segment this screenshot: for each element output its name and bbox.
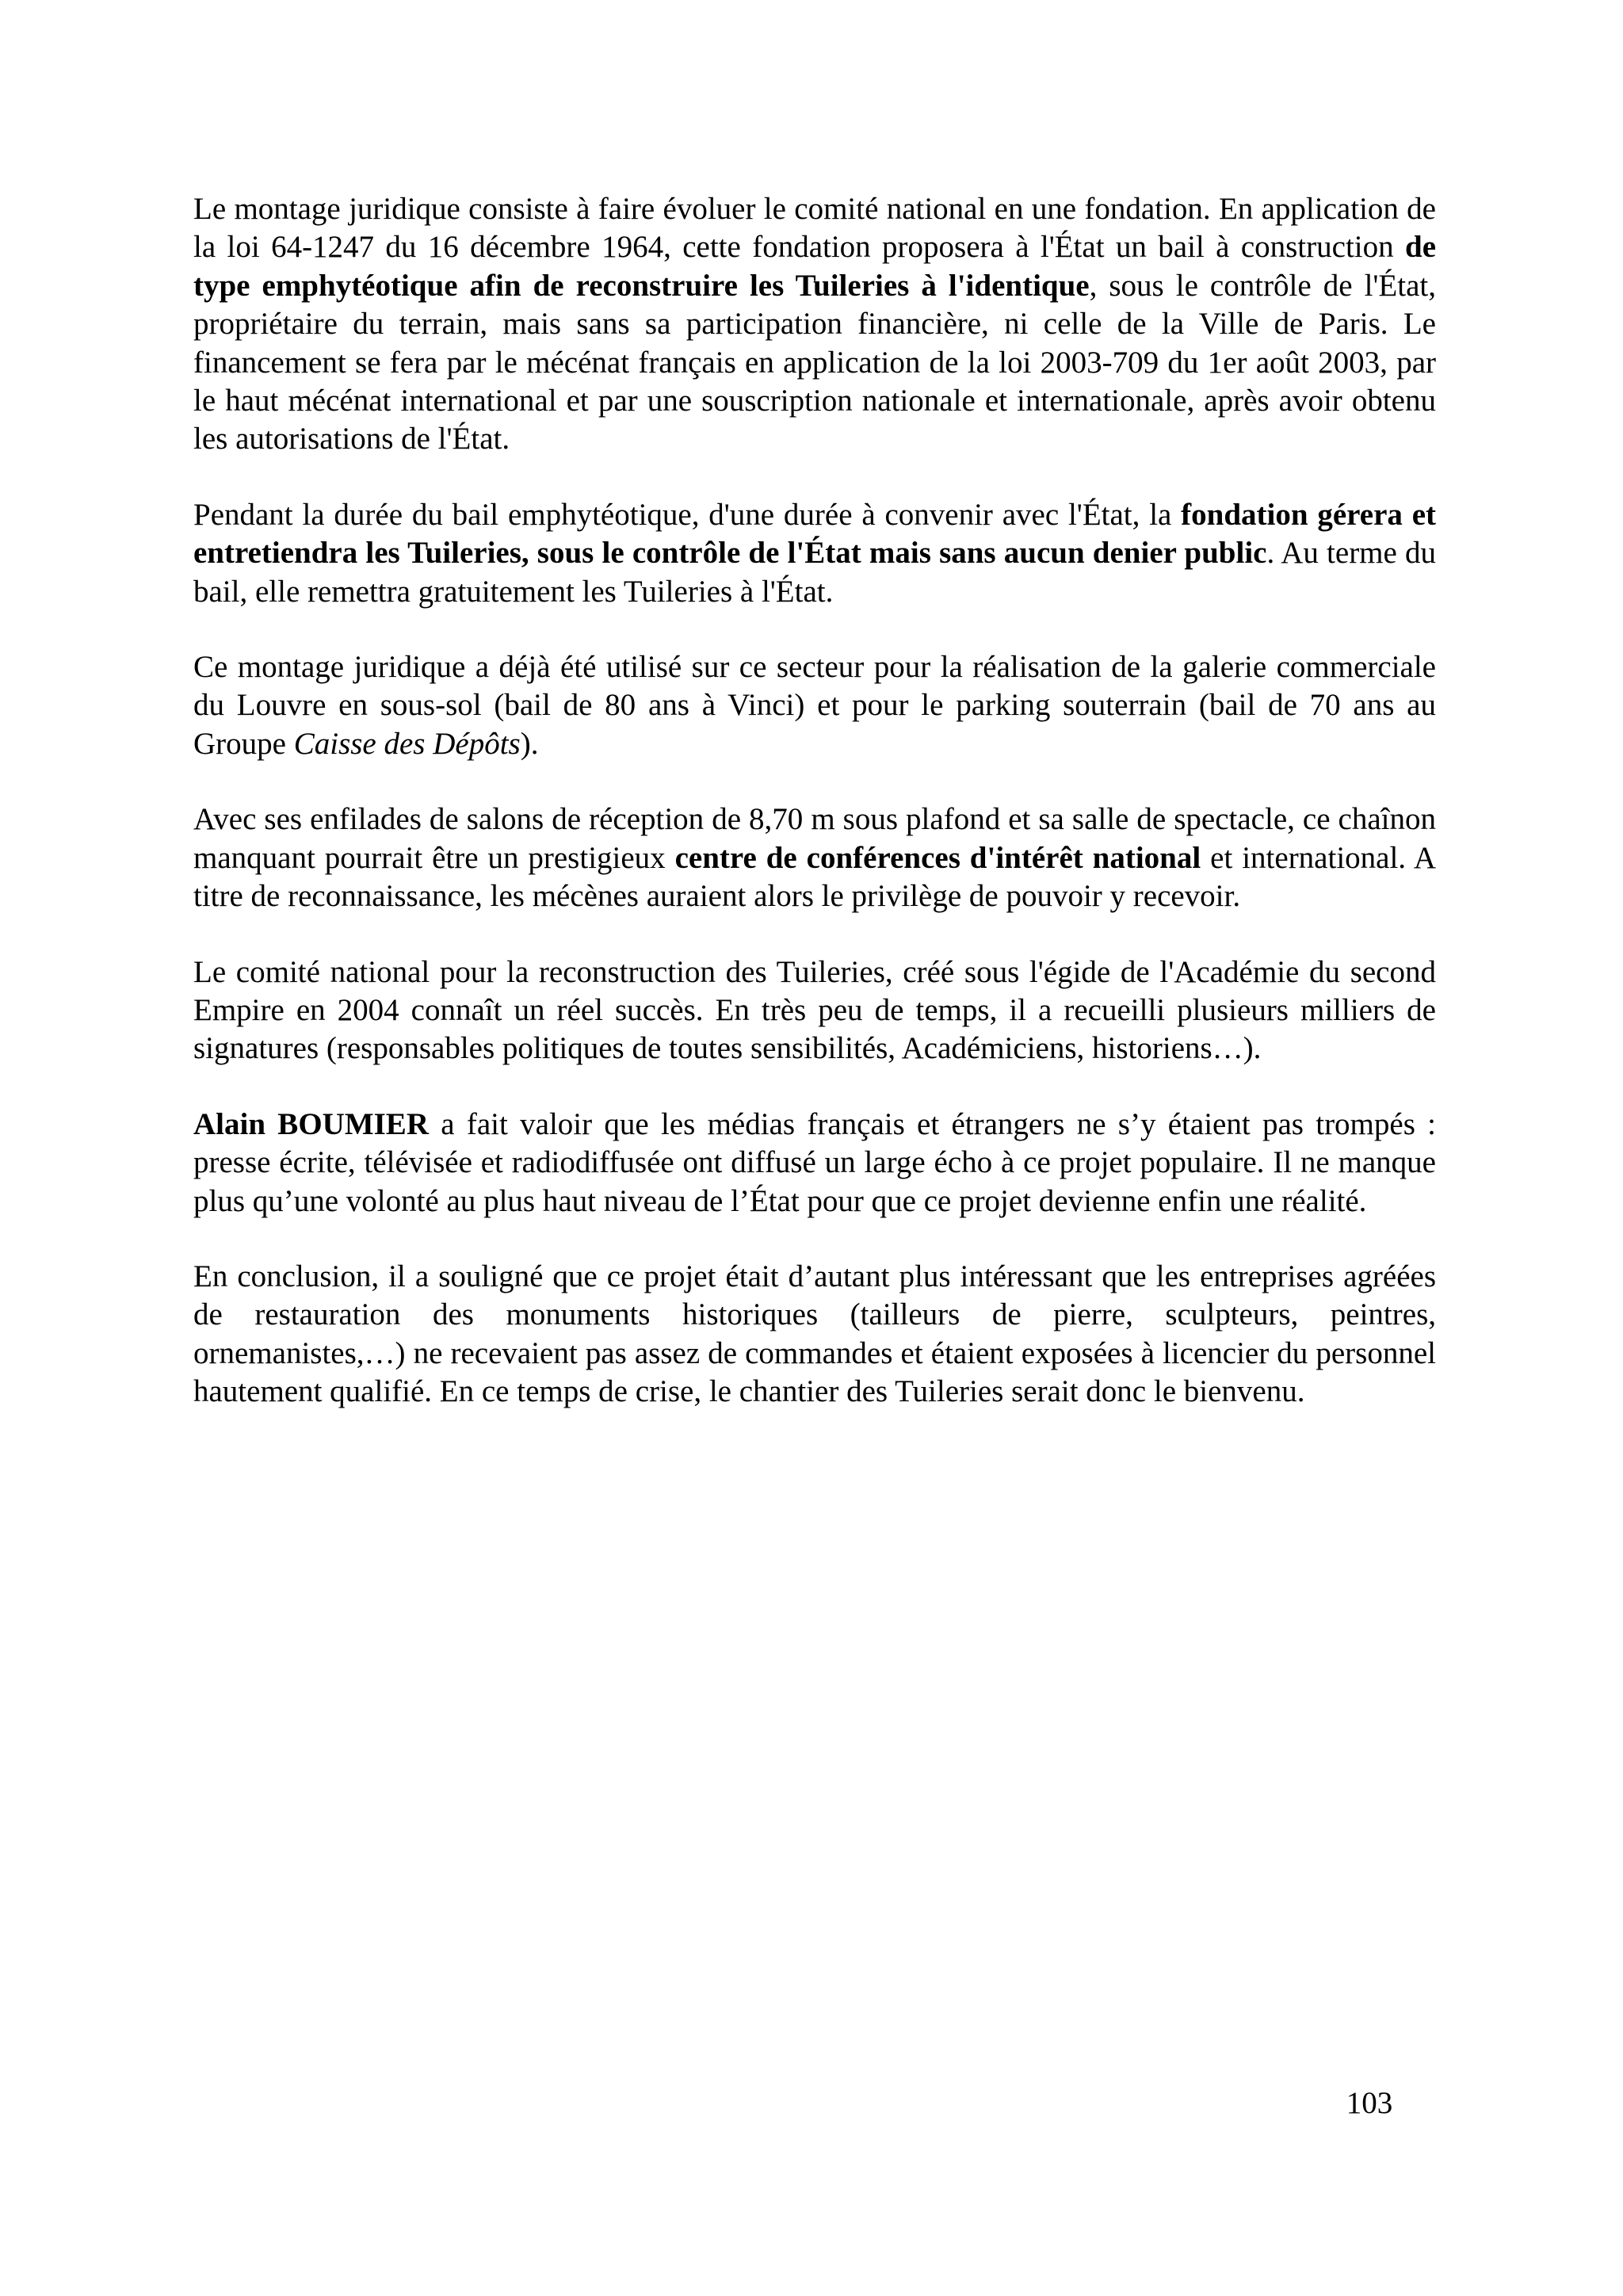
text-run: Ce montage juridique a déjà été utilisé sur ce secteur pour la réalisation de la galerie commerciale du Louvre en sous-sol (bail de 80 ans à Vinci) et pour le parking souterrain (bail de 70 ans au Groupe [193,650,1436,761]
text-run: . Au terme du bail, elle remettra gratuitement les Tuileries à l'État. [193,536,1436,609]
text-run: ). [520,726,539,761]
paragraph-precedent [193,648,1436,763]
paragraph-legal-structure [193,190,1436,459]
bold-text-run: fondation gérera et entretiendra les Tuileries, sous le contrôle de l'État mais sans aucun denier public [193,497,1436,571]
italic-text-run: Caisse des Dépôts [293,726,521,761]
bold-text-run: centre de conférences d'intérêt national [674,840,1201,875]
text-run: En conclusion, il a souligné que ce projet était d’autant plus intéressant que les entreprises agréées de restauration des monuments historiques (tailleurs de pierre, sculpteurs, peintres, ornemanistes,…) ne recevaient pas assez de commandes et étaient exposées à licencier du personnel hautement qualifié. En ce temps de crise, le chantier des Tuileries serait donc le bienvenu. [193,1259,1436,1409]
text-run: a fait valoir que les médias français et étrangers ne s’y étaient pas trompés : presse écrite, télévisée et radiodiffusée ont diffusé un large écho à ce projet populaire. Il ne manque plus qu’une volonté au plus haut niveau de l’État pour que ce projet devienne enfin une réalité. [193,1106,1436,1218]
body-text [193,190,1436,1449]
bold-text-run: Alain BOUMIER [193,1106,429,1141]
paragraph-conclusion [193,1258,1436,1412]
paragraph-national-committee [193,953,1436,1068]
paragraph-lease-duration [193,496,1436,611]
text-run: et international. A titre de reconnaissance, les mécènes auraient alors le privilège de pouvoir y recevoir. [193,840,1436,914]
paragraph-media-coverage [193,1106,1436,1221]
bold-text-run: de type emphytéotique afin de reconstruire les Tuileries à l'identique [193,230,1436,303]
text-run: Le comité national pour la reconstruction des Tuileries, créé sous l'égide de l'Académie du second Empire en 2004 connaît un réel succès. En très peu de temps, il a recueilli plusieurs milliers de signatures (responsables politiques de toutes sensibilités, Académiciens, historiens…). [193,954,1436,1066]
paragraph-conference-centre [193,800,1436,915]
text-run: , sous le contrôle de l'État, propriétaire du terrain, mais sans sa participation financière, ni celle de la Ville de Paris. Le financement se fera par le mécénat français en application de la loi 2003-709 du 1er août 2003, par le haut mécénat international et par une souscription nationale et internationale, après avoir obtenu les autorisations de l'État. [193,268,1436,457]
text-run: Avec ses enfilades de salons de réception de 8,70 m sous plafond et sa salle de spectacle, ce chaînon manquant pourrait être un prestigieux [193,802,1436,875]
text-run: Pendant la durée du bail emphytéotique, d'une durée à convenir avec l'État, la [193,497,1182,532]
page-number: 103 [1346,2086,1393,2120]
text-run: Le montage juridique consiste à faire évoluer le comité national en une fondation. En application de la loi 64-1247 du 16 décembre 1964, cette fondation proposera à l'État un bail à construction [193,192,1436,265]
